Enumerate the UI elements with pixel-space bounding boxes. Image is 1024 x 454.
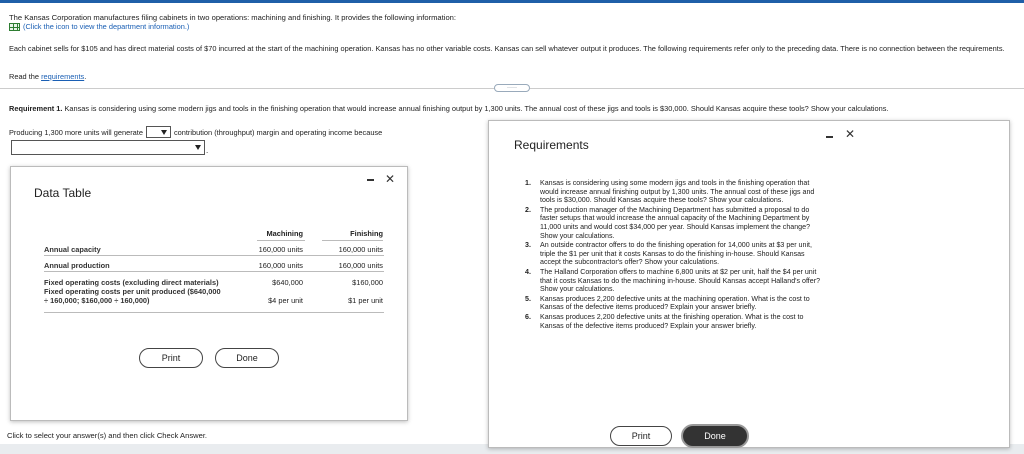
- req-number: 6.: [525, 312, 531, 321]
- minimize-icon[interactable]: [826, 136, 833, 138]
- done-button[interactable]: Done: [681, 424, 749, 448]
- chevron-down-icon: [195, 145, 201, 150]
- col-header-finishing: Finishing: [350, 229, 383, 238]
- list-item: [525, 206, 827, 240]
- cell-finishing: 160,000 units: [338, 245, 383, 254]
- reason-period: .: [206, 146, 209, 155]
- cell-machining: $4 per unit: [268, 296, 303, 305]
- col-header-machining: Machining: [266, 229, 303, 238]
- footer-instruction: Click to select your answer(s) and then click Check Answer.: [7, 431, 208, 440]
- header-underline: [257, 240, 305, 241]
- margin-dropdown[interactable]: [146, 126, 171, 138]
- row-label: Fixed operating costs per unit produced ($640,000: [44, 287, 221, 296]
- requirements-list: [525, 179, 827, 331]
- print-button[interactable]: Print: [139, 348, 203, 368]
- list-item: [525, 241, 827, 267]
- intro-text: The Kansas Corporation manufactures filing cabinets in two operations: machining and finishing. It provides the following information:: [9, 13, 457, 22]
- minimize-icon[interactable]: [367, 179, 374, 181]
- row-divider: [44, 255, 384, 256]
- divider-handle-icon[interactable]: ·····: [494, 84, 530, 92]
- req-number: 5.: [525, 294, 531, 303]
- done-button[interactable]: Done: [215, 348, 279, 368]
- data-table-modal: [10, 166, 408, 421]
- table-icon[interactable]: [9, 23, 20, 31]
- close-icon[interactable]: ✕: [845, 127, 856, 141]
- cell-machining: 160,000 units: [258, 261, 303, 270]
- list-item: [525, 179, 827, 205]
- requirement-1: [9, 104, 1019, 113]
- requirements-link[interactable]: requirements: [41, 72, 85, 81]
- cell-finishing: 160,000 units: [338, 261, 383, 270]
- cell-finishing: $160,000: [352, 278, 383, 287]
- req-number: 2.: [525, 205, 531, 214]
- cell-finishing: $1 per unit: [348, 296, 383, 305]
- req-text: An outside contractor offers to do the finishing operation for 14,000 units at $3 per unit, triple the $1 per unit that it costs Kansas to do the finishing in-house. Should Kansas accept the subcontractor's offer? Show your calculations.: [540, 241, 812, 267]
- row-label: Annual production: [44, 261, 110, 270]
- cell-machining: 160,000 units: [258, 245, 303, 254]
- header-underline: [322, 240, 383, 241]
- row-divider: [44, 271, 384, 272]
- top-accent-bar: [0, 0, 1024, 3]
- req-number: 4.: [525, 267, 531, 276]
- producing-prefix: Producing 1,300 more units will generate: [9, 127, 143, 137]
- requirements-modal: [488, 120, 1010, 448]
- reason-dropdown[interactable]: [11, 140, 205, 155]
- req-text: Kansas produces 2,200 defective units at the finishing operation. What is the cost to Kansas of the defective items produced? Explain your answer briefly.: [540, 312, 804, 330]
- requirements-title: Requirements: [514, 138, 589, 152]
- read-requirements: [9, 72, 86, 81]
- data-table-title: Data Table: [34, 186, 92, 200]
- problem-paragraph: Each cabinet sells for $105 and has direct material costs of $70 incurred at the start of the machining operation. Kansas has no other variable costs. Kansas can sell whatever output it produces. The following requirements refer only to the preceding data. There is no connection between the requirements.: [9, 44, 1005, 53]
- read-prefix: Read the: [9, 72, 42, 81]
- requirement-1-text: Kansas is considering using some modern jigs and tools in the finishing operation that would increase annual finishing output by 1,300 units. The annual cost of these jigs and tools is $30,000. Should Kansas acquire these tools? Show your calculations.: [62, 104, 889, 113]
- requirement-1-label: Requirement 1.: [9, 104, 63, 113]
- req-text: Kansas produces 2,200 defective units at the machining operation. What is the cost to Kansas of the defective items produced? Explain your answer briefly.: [540, 294, 810, 312]
- producing-suffix: contribution (throughput) margin and operating income because: [173, 127, 383, 137]
- row-divider: [44, 312, 384, 313]
- list-item: [525, 295, 827, 312]
- req-number: 1.: [525, 179, 531, 187]
- list-item: [525, 268, 827, 294]
- req-text: The Halland Corporation offers to machine 6,800 units at $2 per unit, half the $4 per unit that it costs Kansas to do the machining in-house. Should Kansas accept Halland's offer? Show your calculations.: [540, 267, 821, 294]
- row-label: Annual capacity: [44, 245, 101, 254]
- list-item: [525, 313, 827, 330]
- chevron-down-icon: [161, 130, 167, 135]
- close-icon[interactable]: ✕: [385, 172, 396, 186]
- req-text: The production manager of the Machining Department has submitted a proposal to do faster setups that would increase the annual capacity of the Machining Department by 11,000 units and would cost $34,000 per year. Should Kansas implement the change? Show your calculations.: [540, 205, 811, 240]
- req-text: Kansas is considering using some modern jigs and tools in the finishing operation that would increase annual finishing output by 1,300 units. The annual cost of these jigs and tools is $30,000. Should Kansas acquire these tools? Show your calculations.: [540, 179, 815, 205]
- print-button[interactable]: Print: [610, 426, 672, 446]
- department-info-link-text[interactable]: (Click the icon to view the department information.): [23, 22, 190, 31]
- req-number: 3.: [525, 241, 531, 250]
- read-suffix: .: [84, 72, 87, 81]
- cell-machining: $640,000: [272, 278, 303, 287]
- producing-sentence: [9, 126, 382, 138]
- row-label-cont: ÷ 160,000; $160,000 ÷ 160,000): [44, 296, 150, 305]
- row-label: Fixed operating costs (excluding direct materials): [44, 278, 219, 287]
- department-info-link[interactable]: [9, 22, 189, 31]
